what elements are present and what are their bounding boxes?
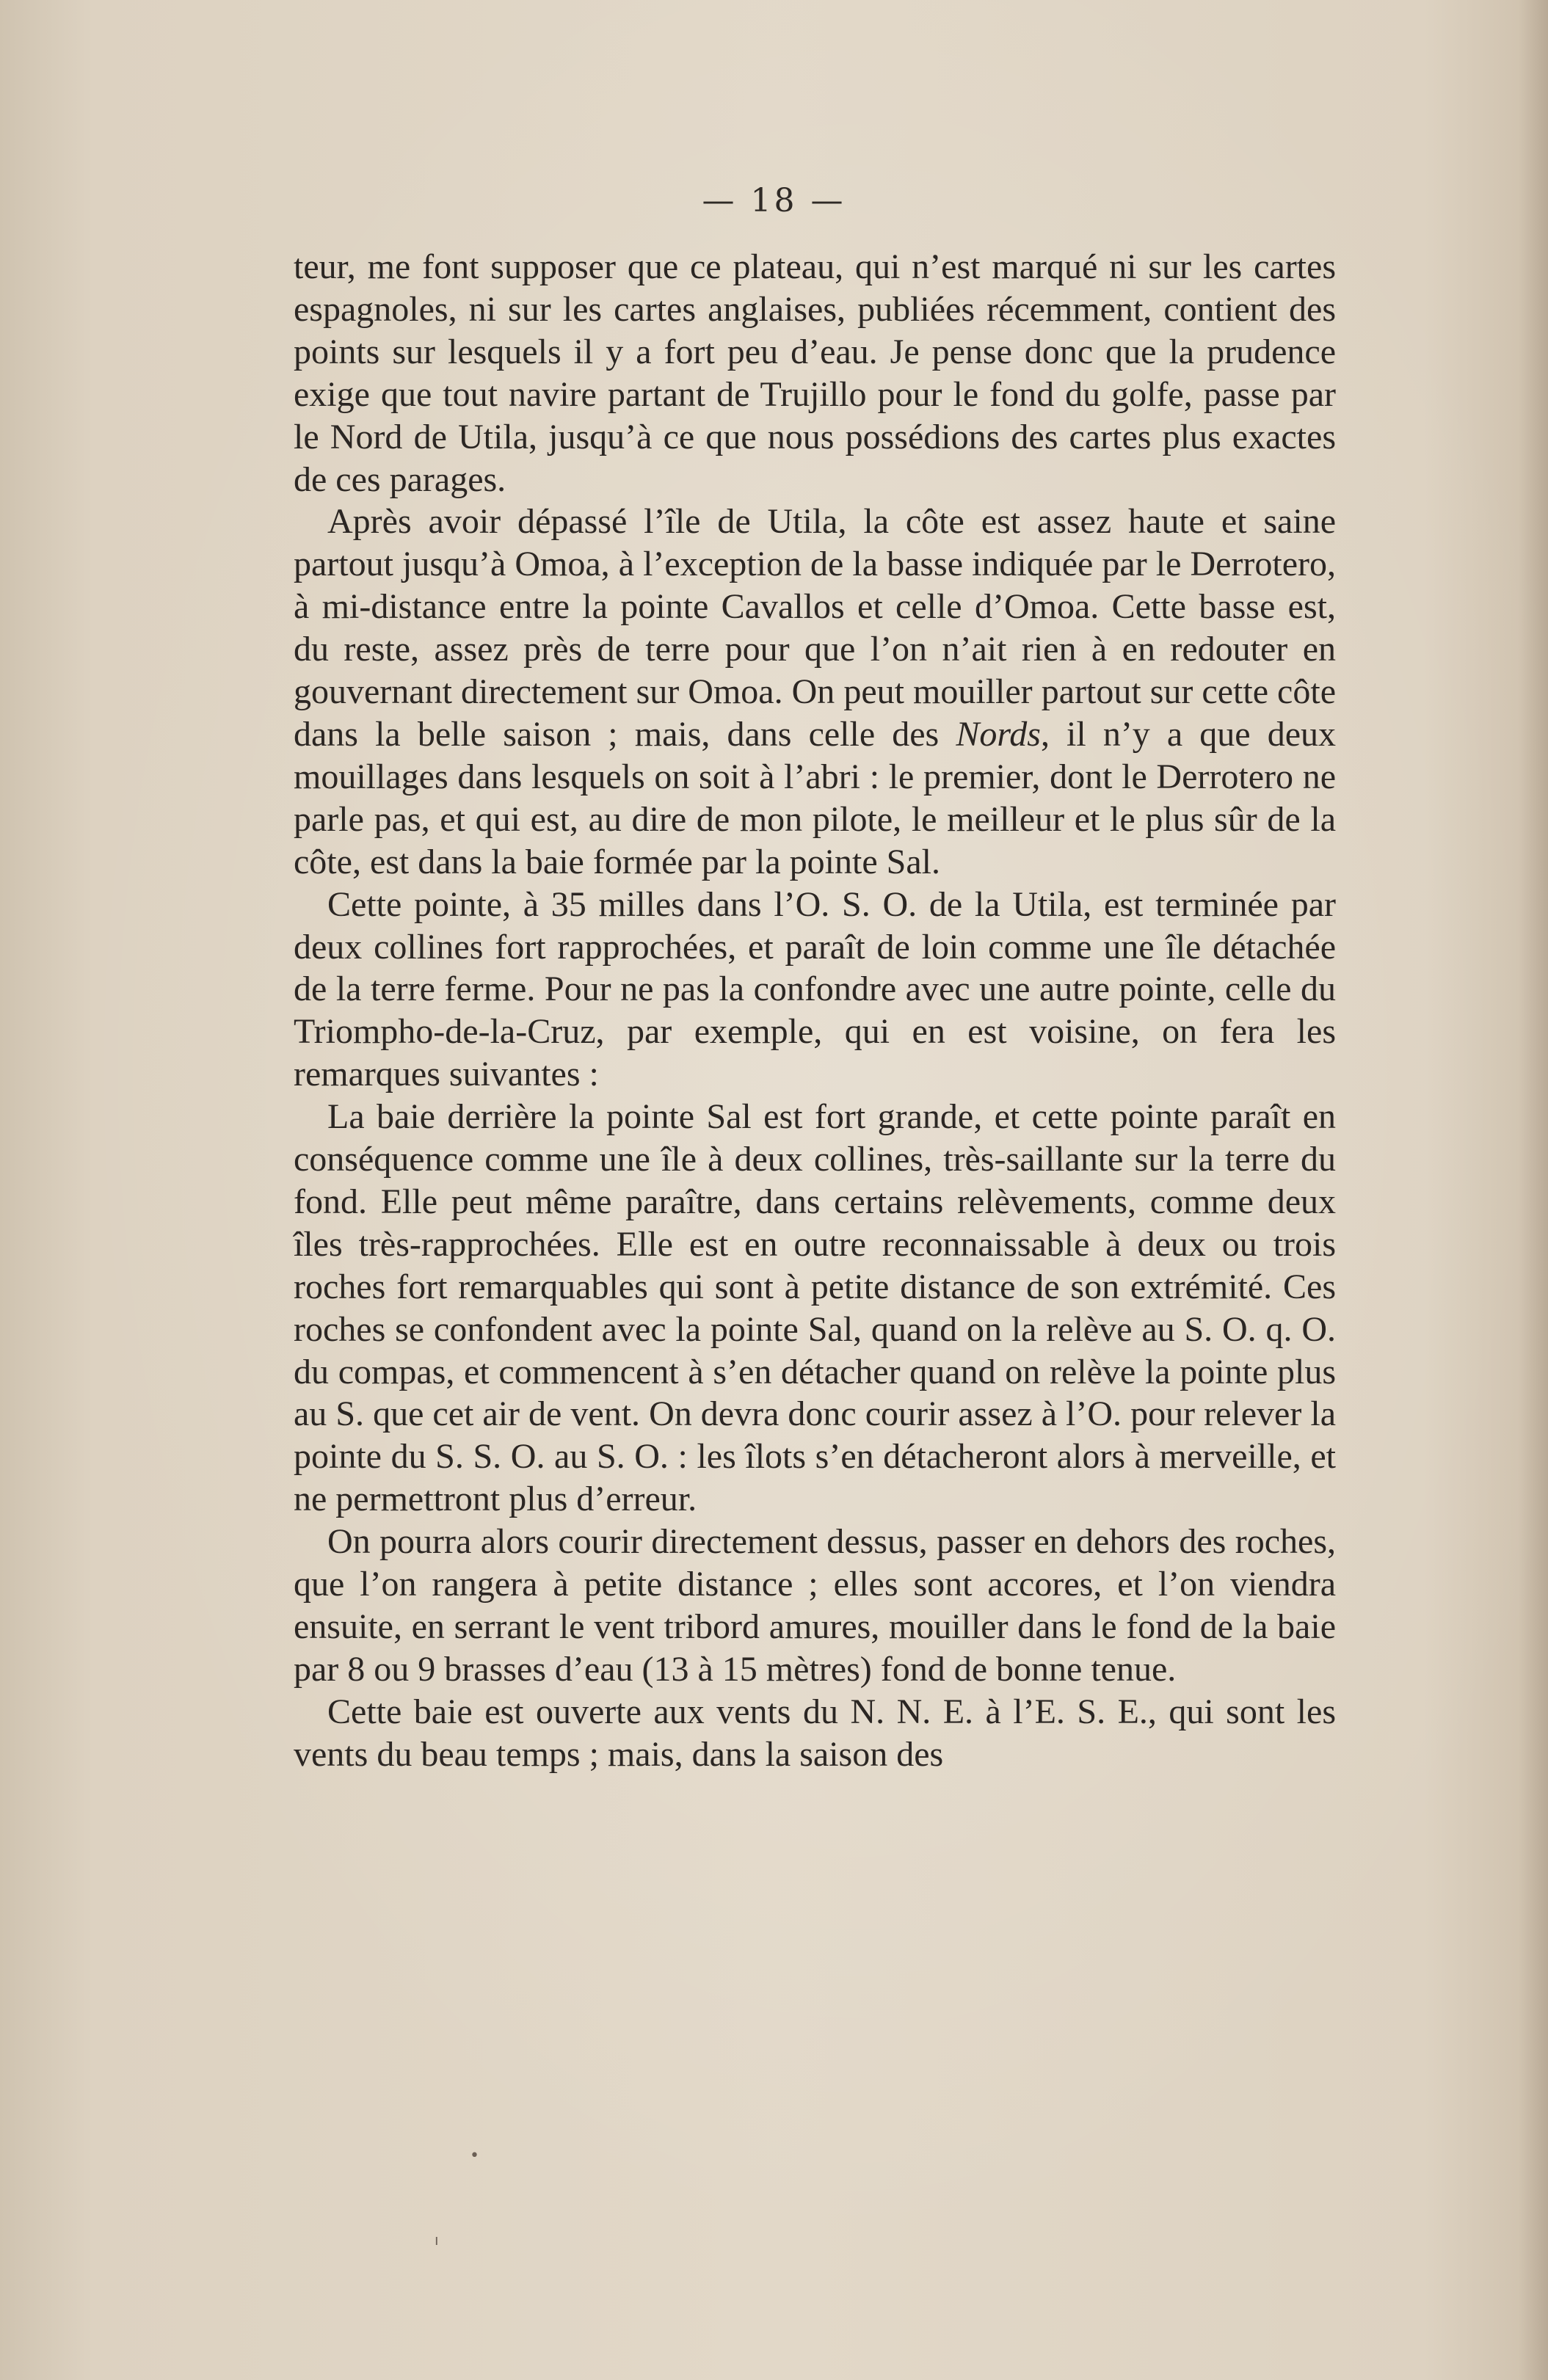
paragraph-2-text: Après avoir dépassé l’île de Utila, la côte est assez haute et saine partout jusqu’à Omoa, à l’exception de la basse indiquée par le Derrotero, à mi-distance entre la pointe Cavallos et celle d’Omoa. Cette basse est, du reste, assez près de terre pour que l’on n’ait rien à en redouter en gouvernant directement sur Omoa. On peut mouiller partout sur cette côte dans la belle saison ; mais, dans celle des xyxy=(294,502,1336,754)
paper-speck: ı xyxy=(435,2231,439,2249)
paragraph-4: La baie derrière la pointe Sal est fort grande, et cette pointe paraît en conséquence comme une île à deux collines, très-saillante sur la terre du fond. Elle peut même paraître, dans certains relèvements, comme deux îles très-rapprochées. Elle est en outre reconnaissable à deux ou trois roches fort remarquables qui sont à petite distance de son extrémité. Ces roches se confondent avec la pointe Sal, quand on la relève au S. O. q. O. du compas, et commencent à s’en détacher quand on relève la pointe plus au S. que cet air de vent. On devra donc courir assez à l’O. pour relever la pointe du S. S. O. au S. O. : les îlots s’en détacheront alors à merveille, et ne permettront plus d’erreur. xyxy=(294,1097,1336,1519)
italic-term-nords: Nords xyxy=(956,714,1041,754)
paragraph-5: On pourra alors courir directement dessus, passer en dehors des roches, que l’on rangera à petite distance ; elles sont accores, et l’on viendra ensuite, en serrant le vent tribord amures, mouiller dans le fond de la baie par 8 ou 9 brasses d’eau (13 à 15 mètres) fond de bonne tenue. xyxy=(294,1522,1336,1689)
paragraph-1: teur, me font supposer que ce plateau, qui n’est marqué ni sur les cartes espagnoles, ni sur les cartes anglaises, publiées récemment, contient des points sur lesquels il y a fort peu d’eau. Je pense donc que la prudence exige que tout navire partant de Trujillo pour le fond du golfe, passe par le Nord de Utila, jusqu’à ce que nous possédions des cartes plus exactes de ces parages. xyxy=(294,247,1336,499)
paragraph-2 xyxy=(294,501,1336,883)
paragraph-2-text-continued: , il n’y a que deux mouillages dans lesquels on soit à l’abri : le premier, dont le Derrotero ne parle pas, et qui est, au dire de mon pilote, le meilleur et le plus sûr de la côte, est dans la baie formée par la pointe Sal. xyxy=(294,714,1337,881)
body-text xyxy=(294,246,1336,1776)
paragraph-6: Cette baie est ouverte aux vents du N. N. E. à l’E. S. E., qui sont les vents du beau temps ; mais, dans la saison des xyxy=(294,1692,1336,1774)
page-edge-shadow xyxy=(1519,0,1548,2380)
paragraph-3: Cette pointe, à 35 milles dans l’O. S. O. de la Utila, est terminée par deux collines fort rapprochées, et paraît de loin comme une île détachée de la terre ferme. Pour ne pas la confondre avec une autre pointe, celle du Triompho-de-la-Cruz, par exemple, qui en est voisine, on fera les remarques suivantes : xyxy=(294,884,1336,1094)
page-number: — 18 — xyxy=(702,182,846,219)
paper-speck: • xyxy=(470,2147,479,2165)
